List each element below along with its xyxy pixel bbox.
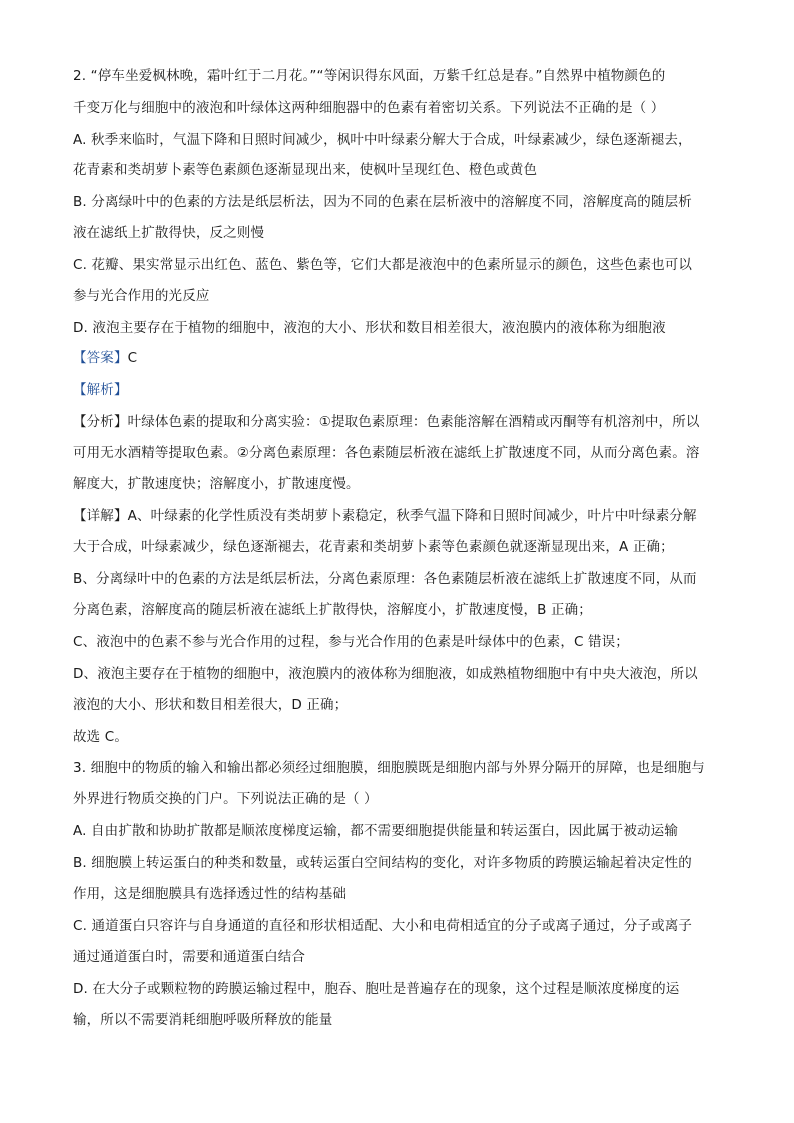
- q3-stem-line-2: 外界进行物质交换的门户。下列说法正确的是（ ）: [73, 791, 378, 807]
- q2-answer: [73, 348, 723, 368]
- q2-stem-line-2: 千变万化与细胞中的液泡和叶绿体这两种细胞器中的色素有着密切关系。下列说法不正确的是（ ）: [73, 100, 665, 116]
- answer-tag: 【答案】: [73, 350, 128, 366]
- q2-xiangjie-line-3: B、分离绿叶中的色素的方法是纸层析法，分离色素原理：各色素随层析液在滤纸上扩散速度不同，从而: [73, 571, 697, 587]
- q2-option-b-line-2: 液在滤纸上扩散得快，反之则慢: [73, 225, 265, 241]
- q3-option-d-line-1: D. 在大分子或颗粒物的跨膜运输过程中，胞吞、胞吐是普遍存在的现象，这个过程是顺浓度梯度的运: [73, 981, 680, 997]
- q2-xiangjie-line-6: D、液泡主要存在于植物的细胞中，液泡膜内的液体称为细胞液，如成熟植物细胞中有中央大液泡，所以: [73, 666, 698, 682]
- q3-option-a-line-1: A. 自由扩散和协助扩散都是顺浓度梯度运输，都不需要细胞提供能量和转运蛋白，因此属于被动运输: [73, 823, 678, 839]
- q2-xiangjie-line-8: 故选 C。: [73, 729, 128, 745]
- q2-stem-line-1: 2. “停车坐爱枫林晚，霜叶红于二月花。”“等闲识得东风面，万紫千红总是春。”自然界中植物颜色的: [73, 68, 666, 84]
- q2-xiangjie-line-1: [73, 506, 723, 526]
- q2-analysis-tag: [73, 380, 723, 400]
- q2-xiangjie-line-4: 分离色素，溶解度高的随层析液在滤纸上扩散得快，溶解度小，扩散速度慢，B 正确；: [73, 602, 592, 618]
- fenxi-text-1: 叶绿体色素的提取和分离实验：①提取色素原理：色素能溶解在酒精或丙酮等有机溶剂中，所以: [127, 414, 700, 430]
- q2-option-c-line-1: C. 花瓣、果实常显示出红色、蓝色、紫色等，它们大都是液泡中的色素所显示的颜色，这些色素也可以: [73, 257, 693, 273]
- q3-option-c-line-1: C. 通道蛋白只容许与自身通道的直径和形状相适配、大小和电荷相适宜的分子或离子通过，分子或离子: [73, 918, 693, 934]
- q2-option-d-line-1: D. 液泡主要存在于植物的细胞中，液泡的大小、形状和数目相差很大，液泡膜内的液体称为细胞液: [73, 320, 666, 336]
- xiangjie-tag: 【详解】: [73, 508, 128, 524]
- q2-option-a-line-2: 花青素和类胡萝卜素等色素颜色逐渐显现出来，使枫叶呈现红色、橙色或黄色: [73, 162, 538, 178]
- analysis-tag: 【解析】: [73, 382, 128, 398]
- fenxi-tag: 【分析】: [73, 414, 128, 430]
- q3-option-c-line-2: 通过通道蛋白时，需要和通道蛋白结合: [73, 949, 306, 965]
- q2-option-b-line-1: B. 分离绿叶中的色素的方法是纸层析法，因为不同的色素在层析液中的溶解度不同，溶解度高的随层析: [73, 194, 692, 210]
- q3-option-b-line-2: 作用，这是细胞膜具有选择透过性的结构基础: [73, 886, 346, 902]
- q2-xiangjie-line-2: 大于合成，叶绿素减少，绿色逐渐褪去，花青素和类胡萝卜素等色素颜色就逐渐显现出来，A 正确；: [73, 539, 674, 555]
- answer-value: C: [127, 350, 138, 366]
- xiangjie-text-1: A、叶绿素的化学性质没有类胡萝卜素稳定，秋季气温下降和日照时间减少，叶片中叶绿素分解: [127, 508, 697, 524]
- q3-stem-line-1: 3. 细胞中的物质的输入和输出都必须经过细胞膜，细胞膜既是细胞内部与外界分隔开的屏障，也是细胞与: [73, 760, 705, 776]
- q2-option-c-line-2: 参与光合作用的光反应: [73, 288, 210, 304]
- q2-xiangjie-line-7: 液泡的大小、形状和数目相差很大，D 正确；: [73, 697, 348, 713]
- q2-option-a-line-1: A. 秋季来临时，气温下降和日照时间减少，枫叶中叶绿素分解大于合成，叶绿素减少，绿色逐渐褪去，: [73, 132, 692, 148]
- q2-fenxi-line-1: [73, 412, 723, 432]
- q2-xiangjie-line-5: C、液泡中的色素不参与光合作用的过程，参与光合作用的色素是叶绿体中的色素，C 错误；: [73, 634, 629, 650]
- q3-option-d-line-2: 输，所以不需要消耗细胞呼吸所释放的能量: [73, 1012, 333, 1028]
- q2-fenxi-line-2: 可用无水酒精等提取色素。②分离色素原理：各色素随层析液在滤纸上扩散速度不同，从而分离色素。溶: [73, 445, 700, 461]
- q2-fenxi-line-3: 解度大，扩散速度快；溶解度小，扩散速度慢。: [73, 476, 360, 492]
- q3-option-b-line-1: B. 细胞膜上转运蛋白的种类和数量，或转运蛋白空间结构的变化，对许多物质的跨膜运输起着决定性的: [73, 855, 692, 871]
